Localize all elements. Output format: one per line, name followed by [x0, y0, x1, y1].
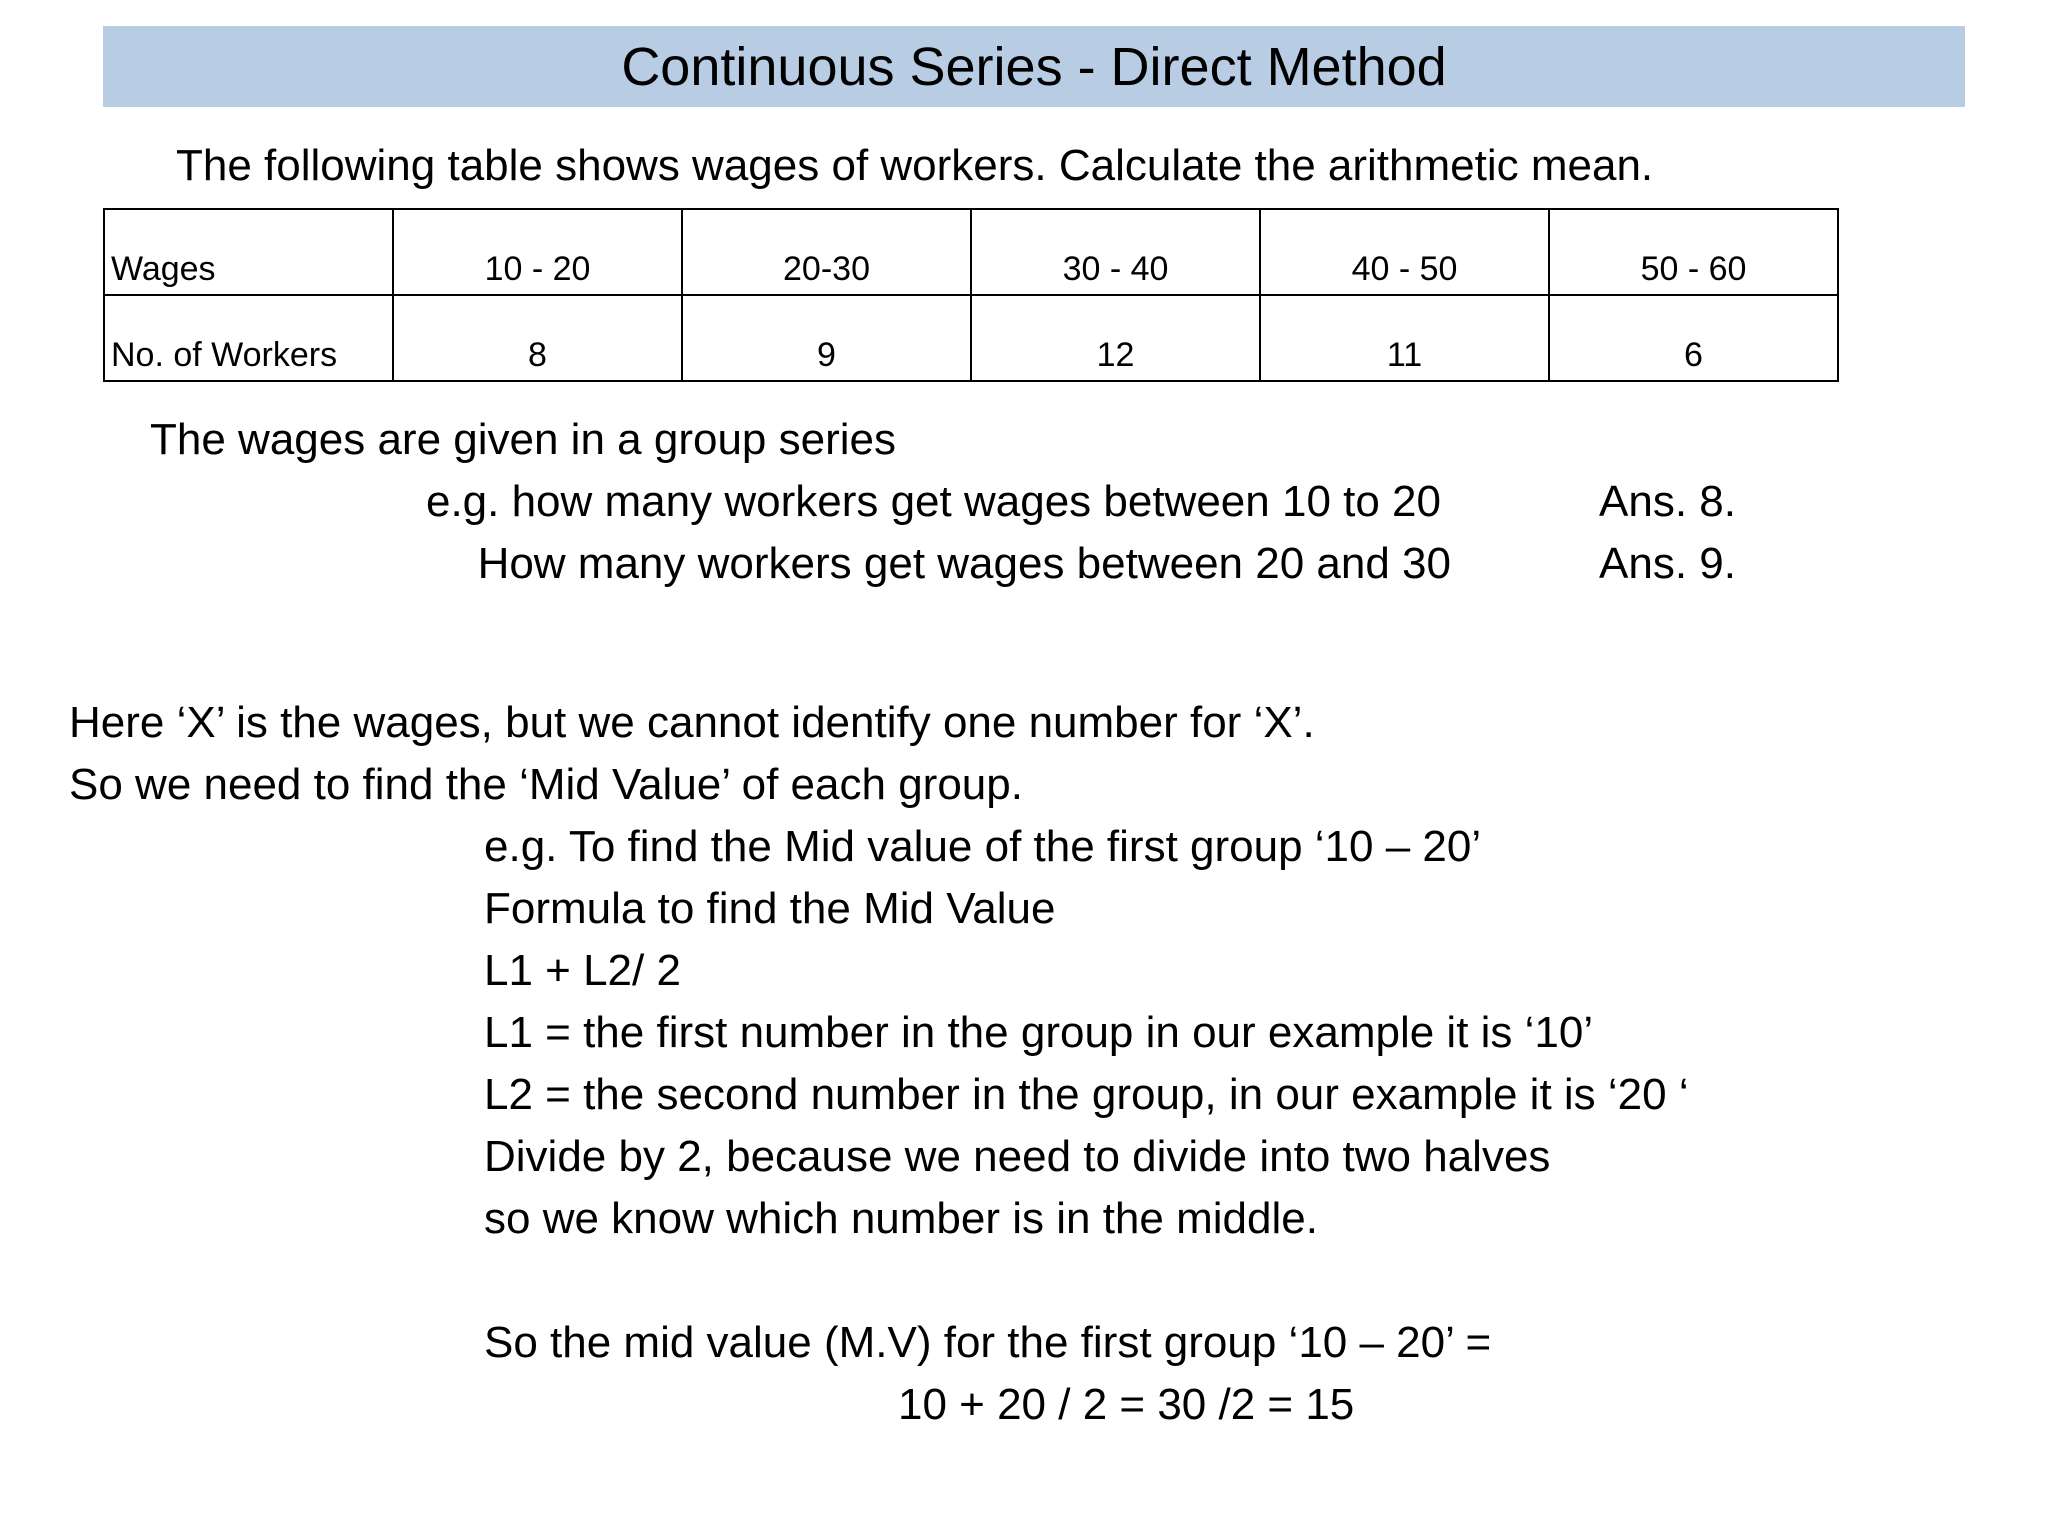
step-line: Divide by 2, because we need to divide into two halves — [484, 1132, 1551, 1181]
table-cell: 40 - 50 — [1260, 209, 1549, 295]
explain-line: Here ‘X’ is the wages, but we cannot identify one number for ‘X’. — [69, 698, 1315, 747]
example-question: How many workers get wages between 20 and 30 — [477, 539, 1451, 588]
step-line: so we know which number is in the middle. — [484, 1194, 1318, 1243]
table-cell: 11 — [1260, 295, 1549, 381]
table-cell: Wages — [104, 209, 393, 295]
conclusion-line: So the mid value (M.V) for the first group ‘10 – 20’ = — [484, 1318, 1492, 1367]
table-cell: 30 - 40 — [971, 209, 1260, 295]
step-line: e.g. To find the Mid value of the first group ‘10 – 20’ — [484, 822, 1482, 871]
slide-title: Continuous Series - Direct Method — [621, 36, 1447, 97]
example-answer: Ans. 9. — [1599, 539, 1736, 588]
intro-text: The following table shows wages of workers. Calculate the arithmetic mean. — [176, 141, 1654, 190]
table-cell: 9 — [682, 295, 971, 381]
wages-table — [103, 208, 1839, 382]
group-note: The wages are given in a group series — [150, 415, 896, 464]
step-line: Formula to find the Mid Value — [484, 884, 1056, 933]
table-cell: No. of Workers — [104, 295, 393, 381]
table-row-wages — [104, 209, 1838, 295]
title-bar — [103, 26, 1965, 107]
explain-line: So we need to find the ‘Mid Value’ of each group. — [69, 760, 1023, 809]
step-line: L2 = the second number in the group, in our example it is ‘20 ‘ — [484, 1070, 1689, 1119]
table-cell: 8 — [393, 295, 682, 381]
table-cell: 20-30 — [682, 209, 971, 295]
calculation-line: 10 + 20 / 2 = 30 /2 = 15 — [898, 1380, 1355, 1429]
example-answer: Ans. 8. — [1599, 477, 1736, 526]
table-row-workers — [104, 295, 1838, 381]
formula-line: L1 + L2/ 2 — [484, 946, 681, 995]
table-cell: 12 — [971, 295, 1260, 381]
table-cell: 6 — [1549, 295, 1838, 381]
table-cell: 10 - 20 — [393, 209, 682, 295]
example-question: e.g. how many workers get wages between 10 to 20 — [425, 477, 1441, 526]
step-line: L1 = the first number in the group in our example it is ‘10’ — [484, 1008, 1594, 1057]
table-cell: 50 - 60 — [1549, 209, 1838, 295]
